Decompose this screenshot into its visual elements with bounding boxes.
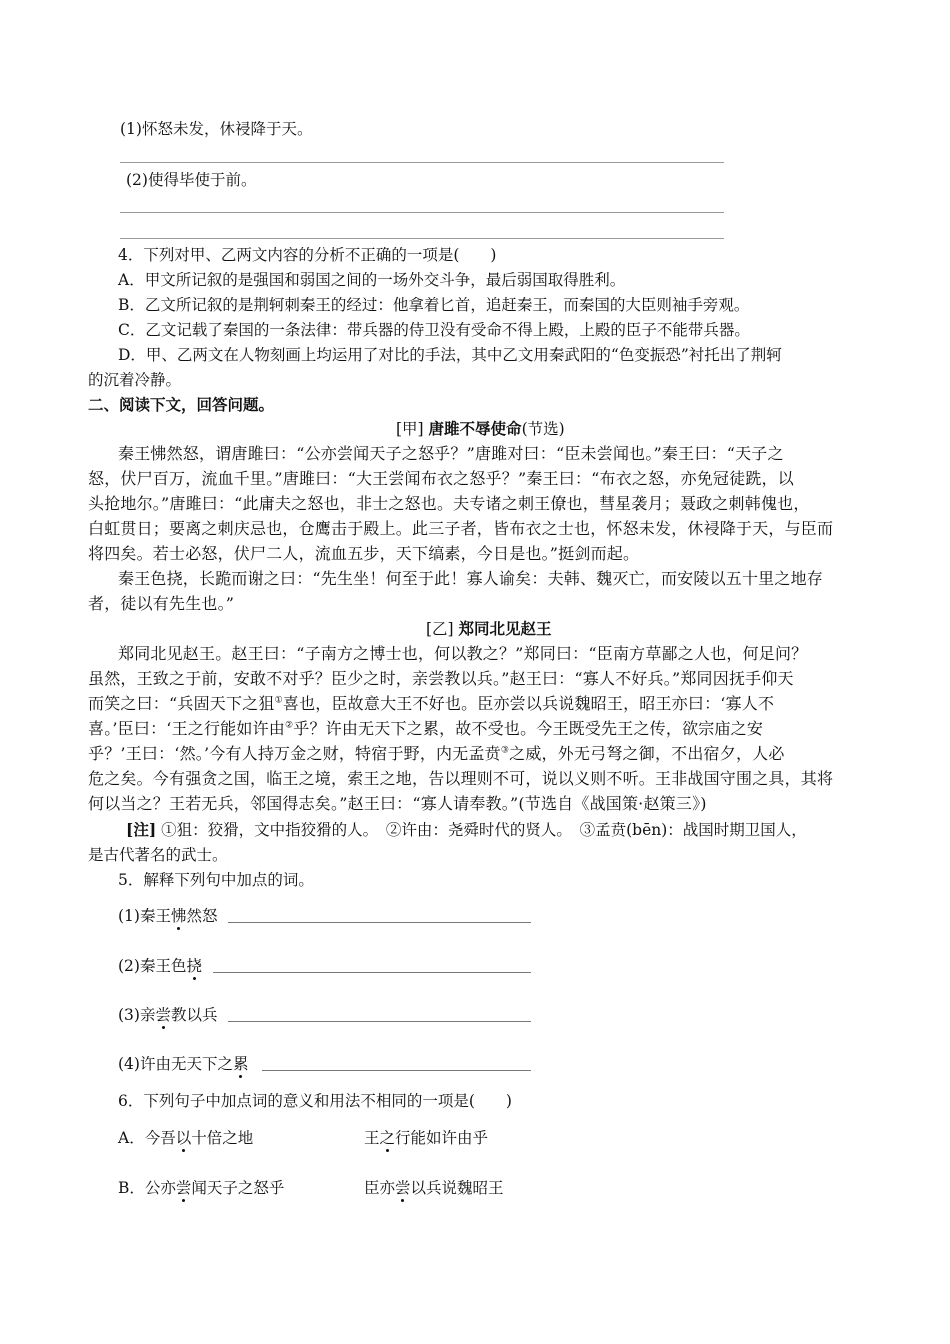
answer-line[interactable] [120,238,724,239]
q5-item-1: (1)秦王怫然怒 [118,907,218,925]
q3-item-2: (2)使得毕使于前。 [126,171,257,189]
passage-yi-line: 喜。’臣曰：‘王之行能如许由②乎？许由无天下之累，故不受也。今王既受先王之传，欲宗庙之安 [88,719,764,738]
q4-option-d-cont: 的沉着冷静。 [88,371,182,389]
notes-text: ①狙：狡猾，文中指狡猾的人。 ②许由：尧舜时代的贤人。 ③孟贲(bēn)：战国时期卫国人， [161,821,807,839]
q6-option-b-right: 臣亦尝以兵说魏昭王 [364,1179,504,1197]
passage-yi-label: [乙] [426,620,454,638]
passage-yi-line: 虽然，王致之于前，安敢不对乎？臣少之时，亲尝教以兵。”赵王曰：“寡人不好兵。”郑同因抚手仰天 [88,669,794,688]
q5-item-3: (3)亲尝教以兵 [118,1006,218,1024]
footnote-marker: ③ [500,745,510,756]
passage-jia-line: 者，徒以有先生也。” [88,594,235,613]
q5-item-4: (4)许由无天下之累 [118,1055,249,1073]
q6-option-b-left: B．公亦尝闻天子之怒乎 [118,1179,285,1197]
passage-yi-line: 郑同北见赵王。赵王曰：“子南方之博士也，何以教之？”郑同曰：“臣南方草鄙之人也，何足问？ [118,644,808,663]
passage-yi-title [426,619,552,639]
passage-yi-line: 何以当之？王若无兵，邻国得志矣。”赵王曰：“寡人请奉教。”(节选自《战国策·赵策三》) [88,794,707,813]
passage-jia-line: 将四矣。若士必怒，伏尸二人，流血五步，天下缟素，今日是也。”挺剑而起。 [88,544,640,563]
dotted-word: 挠 [186,957,202,975]
footnote-marker: ② [284,720,294,731]
passage-yi-line: 而笑之曰：“兵固天下之狙①喜也，臣故意大王不好也。臣亦尝以兵说魏昭王，昭王亦曰：‘寡人不 [88,694,775,713]
passage-yi-line: 乎？’王曰：‘然。’今有人持万金之财，特宿于野，内无孟贲③之威，外无弓弩之御，不出宿夕，人必 [88,744,785,763]
dotted-word: 以 [175,1129,192,1147]
dotted-word: 尝 [395,1179,411,1197]
passage-jia-title [396,419,565,439]
q5-stem: 5．解释下列句中加点的词。 [118,871,314,889]
notes-label: [注] [126,820,157,839]
dotted-word: 之 [379,1129,396,1147]
q4-stem: 4．下列对甲、乙两文内容的分析不正确的一项是( ) [118,246,497,264]
answer-blank[interactable] [262,1070,531,1071]
section-heading: 二、阅读下文，回答问题。 [88,395,275,414]
passage-jia-line: 白虹贯日；要离之刺庆忌也，仓鹰击于殿上。此三子者，皆布衣之士也，怀怒未发，休祲降于天，与臣而 [88,519,834,538]
passage-yi-line: 危之矣。今有强贪之国，临王之境，索王之地，告以理则不可，说以义则不听。王非战国守围之具，其将 [88,769,834,788]
notes-cont: 是古代著名的武士。 [88,846,228,864]
passage-jia-line: 秦王怫然怒，谓唐雎曰：“公亦尝闻天子之怒乎？”唐雎对曰：“臣未尝闻也。”秦王曰：“天子之 [118,444,784,463]
passage-jia-title-text: 唐雎不辱使命 [428,419,522,438]
answer-line[interactable] [120,162,724,163]
q4-option-c: C．乙文记载了秦国的一条法律：带兵器的侍卫没有受命不得上殿，上殿的臣子不能带兵器。 [118,321,750,339]
answer-line[interactable] [120,212,724,213]
passage-jia-title-note: (节选) [521,420,565,438]
answer-blank[interactable] [213,972,531,973]
passage-yi-title-text: 郑同北见赵王 [458,619,552,638]
answer-blank[interactable] [228,1021,531,1022]
q4-option-d: D．甲、乙两文在人物刻画上均运用了对比的手法，其中乙文用秦武阳的“色变振恐”衬托出了荆轲 [118,346,782,364]
answer-blank[interactable] [228,922,531,923]
passage-jia-line: 怒，伏尸百万，流血千里。”唐雎曰：“大王尝闻布衣之怒乎？”秦王曰：“布衣之怒，亦免冠徒跣，以 [88,469,794,488]
passage-jia-label: [甲] [396,420,424,438]
q5-item-2: (2)秦王色挠 [118,957,202,975]
passage-jia-line: 头抢地尔。”唐雎曰：“此庸夫之怒也，非士之怒也。夫专诸之刺王僚也，彗星袭月；聂政之刺韩傀也， [88,494,810,513]
notes [126,820,807,840]
q3-item-1: (1)怀怒未发，休祲降于天。 [120,120,313,138]
dotted-word: 尝 [175,1179,192,1197]
passage-jia-line: 秦王色挠，长跪而谢之曰：“先生坐！何至于此！寡人谕矣：夫韩、魏灭亡，而安陵以五十里之地存 [118,569,823,588]
q6-option-a-left: A．今吾以十倍之地 [118,1129,254,1147]
dotted-word: 尝 [155,1006,171,1024]
q6-stem: 6．下列句子中加点词的意义和用法不相同的一项是( ) [118,1092,512,1110]
q6-option-a-right: 王之行能如许由乎 [364,1129,489,1147]
q4-option-a: A．甲文所记叙的是强国和弱国之间的一场外交斗争，最后弱国取得胜利。 [118,271,626,289]
dotted-word: 累 [232,1055,249,1073]
dotted-word: 怫 [170,907,187,925]
q4-option-b: B．乙文所记叙的是荆轲刺秦王的经过：他拿着匕首，追赶秦王，而秦国的大臣则袖手旁观。 [118,296,750,314]
footnote-marker: ① [274,695,283,706]
